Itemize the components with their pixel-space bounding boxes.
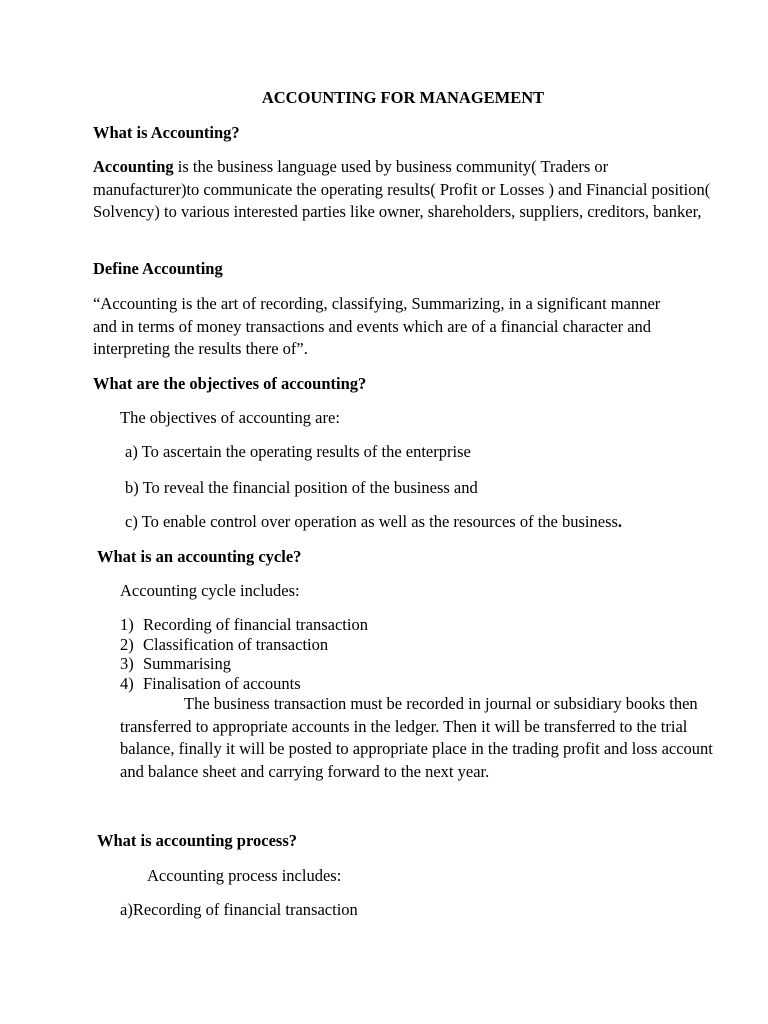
list-item	[120, 615, 368, 635]
list-item	[120, 654, 368, 674]
objective-item-c	[125, 512, 622, 532]
cycle-list	[120, 615, 368, 694]
objectives-intro: The objectives of accounting are:	[120, 408, 340, 427]
list-item-number: 4)	[120, 674, 134, 694]
list-item-text: Recording of financial transaction	[143, 615, 368, 634]
objective-item-c-period: .	[617, 512, 623, 531]
accounting-lead-term: Accounting	[93, 157, 174, 176]
heading-objectives: What are the objectives of accounting?	[93, 374, 367, 393]
heading-accounting-process: What is accounting process?	[97, 831, 297, 850]
objective-item-b: b) To reveal the financial position of the business and	[125, 478, 478, 497]
heading-what-is-accounting: What is Accounting?	[93, 123, 240, 142]
cycle-paragraph: The business transaction must be recorded in journal or subsidiary books then transferred to appropriate accounts in the ledger. Then it will be transferred to the trial balance, finally it will be posted to appropriate place in the trading profit and loss account and balance sheet and carrying forward to the next year.	[120, 694, 713, 781]
process-item-a: a)Recording of financial transaction	[120, 900, 358, 919]
list-item	[120, 674, 368, 694]
list-item-text: Classification of transaction	[143, 634, 329, 654]
objective-item-c-text: c) To enable control over operation as well as the resources of the business	[125, 512, 618, 531]
list-item	[120, 635, 368, 655]
process-intro: Accounting process includes:	[147, 866, 342, 885]
list-item-number: 2)	[120, 634, 134, 654]
cycle-intro: Accounting cycle includes:	[120, 581, 300, 600]
heading-define-accounting: Define Accounting	[93, 259, 223, 278]
list-item-text: Finalisation of accounts	[143, 674, 301, 694]
list-item-number: 1)	[120, 615, 134, 634]
objective-item-a: a) To ascertain the operating results of the enterprise	[125, 442, 471, 461]
paragraph-accounting-definition	[93, 156, 713, 224]
list-item-text: Summarising	[143, 654, 232, 674]
heading-accounting-cycle: What is an accounting cycle?	[97, 547, 302, 566]
accounting-definition-text: is the business language used by business community( Traders or manufacturer)to communicate the operating results( Profit or Losses ) and Financial position( Solvency) to various interested parties like owner, shareholders, suppliers, creditors, banker,	[93, 157, 711, 221]
list-item-number: 3)	[120, 654, 134, 674]
paragraph-definition-quote: “Accounting is the art of recording, classifying, Summarizing, in a significant manner and in terms of money transactions and events which are of a financial character and interpreting the results there of”.	[93, 294, 661, 358]
document-title: ACCOUNTING FOR MANAGEMENT	[261, 88, 545, 107]
